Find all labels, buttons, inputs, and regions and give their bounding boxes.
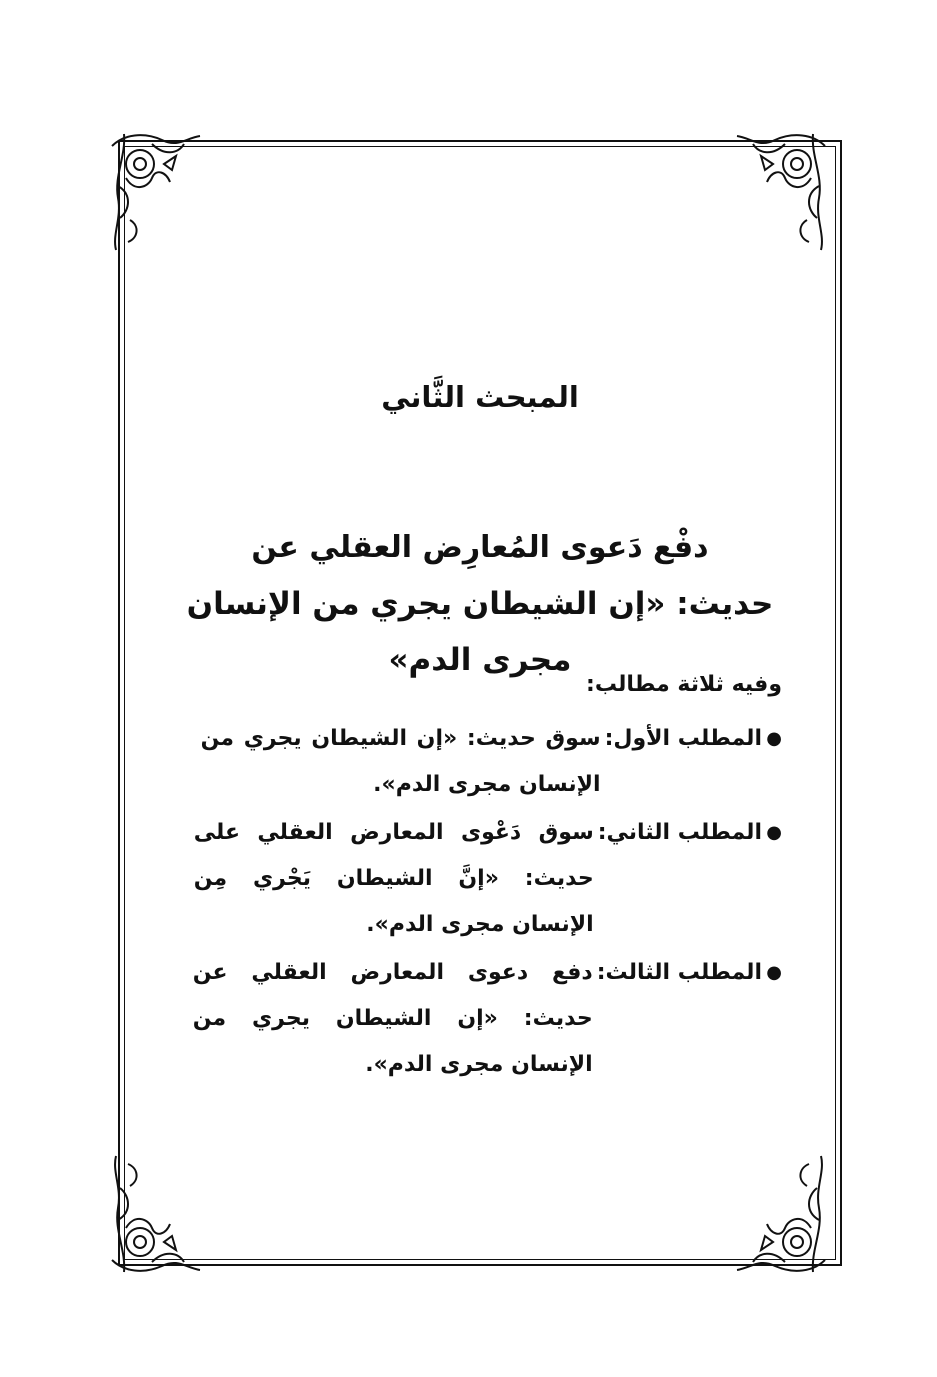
corner-ornament-icon	[723, 1150, 833, 1280]
intro-text: وفيه ثلاثة مطالب:	[586, 672, 782, 697]
item-text: سوق دَعْوى المعارض العقلي على حديث: «إنَّ الشيطان يَجْري مِن الإنسان مجرى الدم».	[193, 820, 594, 937]
chapter-heading-line-2: حديث: «إن الشيطان يجري من الإنسان مجرى الدم»	[186, 586, 774, 678]
list-item	[150, 950, 782, 1088]
item-label: المطلب الثالث:	[596, 960, 762, 985]
section-title: المبحث الثَّاني	[381, 380, 579, 414]
corner-ornament-icon	[104, 126, 214, 256]
item-label: المطلب الأول:	[604, 726, 762, 751]
bullet-icon: ●	[766, 822, 782, 843]
item-label: المطلب الثاني:	[597, 820, 762, 845]
chapter-heading-line-1: دفْع دَعوى المُعارِض العقلي عن	[251, 530, 709, 565]
bullet-icon: ●	[766, 962, 782, 983]
page-frame-inner	[124, 146, 836, 1260]
corner-ornament-icon	[723, 126, 833, 256]
item-text: دفع دعوى المعارض العقلي عن حديث: «إن الشيطان يجري من الإنسان مجرى الدم».	[192, 960, 593, 1077]
topics-list	[150, 716, 782, 1090]
corner-ornament-icon	[104, 1150, 214, 1280]
list-item	[150, 716, 782, 808]
bullet-icon: ●	[766, 728, 782, 749]
item-text: سوق حديث: «إن الشيطان يجري من الإنسان مجرى الدم».	[200, 726, 601, 797]
list-item	[150, 810, 782, 948]
